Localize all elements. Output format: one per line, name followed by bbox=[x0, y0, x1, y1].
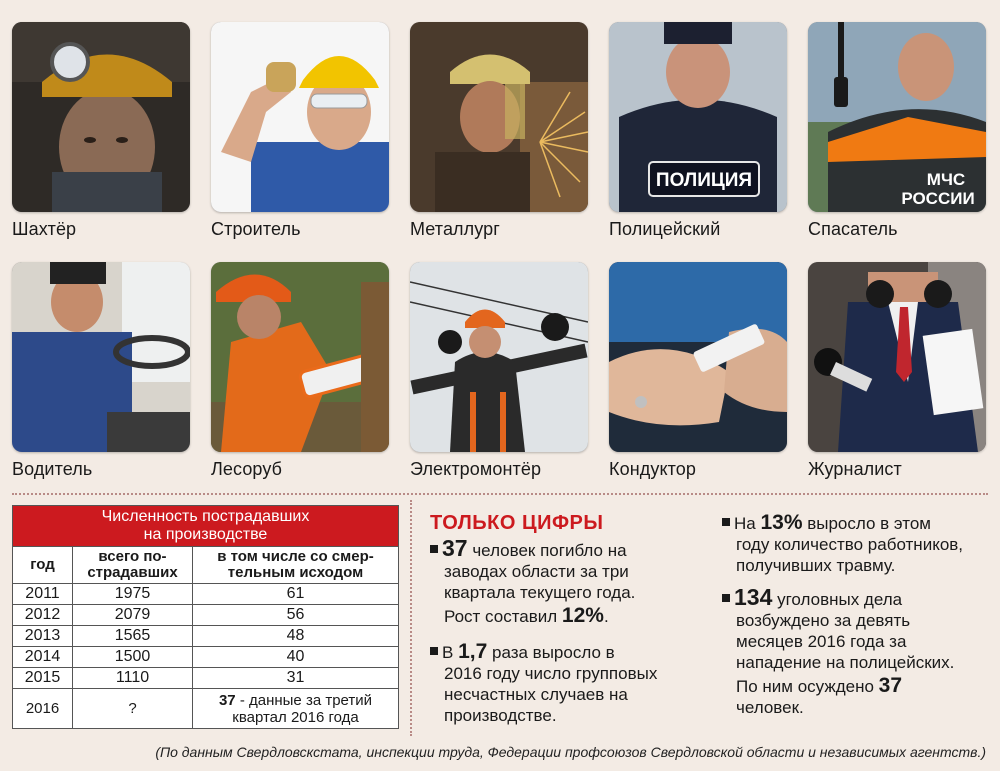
bullet-icon bbox=[430, 545, 438, 553]
card-journalist bbox=[808, 262, 986, 480]
table-row: 2011 1975 61 bbox=[13, 584, 399, 605]
bullet-icon bbox=[430, 647, 438, 655]
police-photo bbox=[609, 22, 787, 212]
facts-title: ТОЛЬКО ЦИФРЫ bbox=[430, 512, 604, 534]
caption: Журналист bbox=[808, 459, 902, 479]
conductor-photo bbox=[609, 262, 787, 452]
builder-photo bbox=[211, 22, 389, 212]
svg-text:ПОЛИЦИЯ: ПОЛИЦИЯ bbox=[655, 170, 753, 191]
journalist-photo bbox=[808, 262, 986, 452]
col-total: всего по- страдавших bbox=[73, 547, 193, 584]
injury-table bbox=[12, 505, 399, 729]
bullet-icon bbox=[722, 594, 730, 602]
caption: Лесоруб bbox=[211, 459, 283, 479]
fact-4: 134 уголовных дела возбуждено за девять месяцев 2016 года за нападение на полицейских. По ним осуждено 37 человек. bbox=[722, 587, 992, 718]
table-row: 2013 1565 48 bbox=[13, 626, 399, 647]
caption: Водитель bbox=[12, 459, 93, 479]
fact-1: 37 человек погибло на заводах области за три квартала текущего года. Рост составил 12%. bbox=[430, 538, 690, 627]
card-driver bbox=[12, 262, 190, 480]
lumberjack-photo bbox=[211, 262, 389, 452]
miner-photo bbox=[12, 22, 190, 212]
column-divider bbox=[410, 500, 412, 736]
table-title: Численность пострадавших на производстве bbox=[13, 506, 399, 547]
col-year: год bbox=[13, 547, 73, 584]
caption: Кондуктор bbox=[609, 459, 696, 479]
table-row: 2015 1110 31 bbox=[13, 668, 399, 689]
card-electrician bbox=[410, 262, 588, 480]
card-conductor bbox=[609, 262, 787, 480]
fact-3: На 13% выросло в этом году количество работников, получивших травму. bbox=[722, 512, 992, 576]
card-metallurgist bbox=[410, 22, 588, 240]
svg-text:МЧС: МЧС bbox=[926, 170, 966, 189]
caption: Металлург bbox=[410, 219, 500, 239]
metallurgist-photo bbox=[410, 22, 588, 212]
card-miner bbox=[12, 22, 190, 240]
source-note: (По данным Свердловскстата, инспекции труда, Федерации профсоюзов Свердловской области и независимых агентств.) bbox=[155, 744, 986, 760]
card-rescuer bbox=[808, 22, 986, 240]
driver-photo bbox=[12, 262, 190, 452]
col-fatal: в том числе со смер- тельным исходом bbox=[193, 547, 399, 584]
caption: Полицейский bbox=[609, 219, 721, 239]
fact-2: В 1,7 раза выросло в 2016 году число групповых несчастных случаев на производстве. bbox=[430, 641, 700, 726]
table-row: 2016 ? 37 - данные за третий квартал 2016 года bbox=[13, 689, 399, 729]
card-police bbox=[609, 22, 787, 240]
bullet-icon bbox=[722, 518, 730, 526]
table-row: 2012 2079 56 bbox=[13, 605, 399, 626]
rescuer-photo bbox=[808, 22, 986, 212]
caption: Спасатель bbox=[808, 219, 898, 239]
caption: Шахтёр bbox=[12, 219, 77, 239]
caption: Строитель bbox=[211, 219, 301, 239]
card-lumberjack bbox=[211, 262, 389, 480]
caption: Электромонтёр bbox=[410, 459, 542, 479]
svg-text:РОССИИ: РОССИИ bbox=[901, 189, 975, 208]
note-cell: 37 - данные за третий квартал 2016 года bbox=[193, 689, 399, 729]
card-builder bbox=[211, 22, 389, 240]
section-divider bbox=[12, 493, 988, 495]
electrician-photo bbox=[410, 262, 588, 452]
table-row: 2014 1500 40 bbox=[13, 647, 399, 668]
